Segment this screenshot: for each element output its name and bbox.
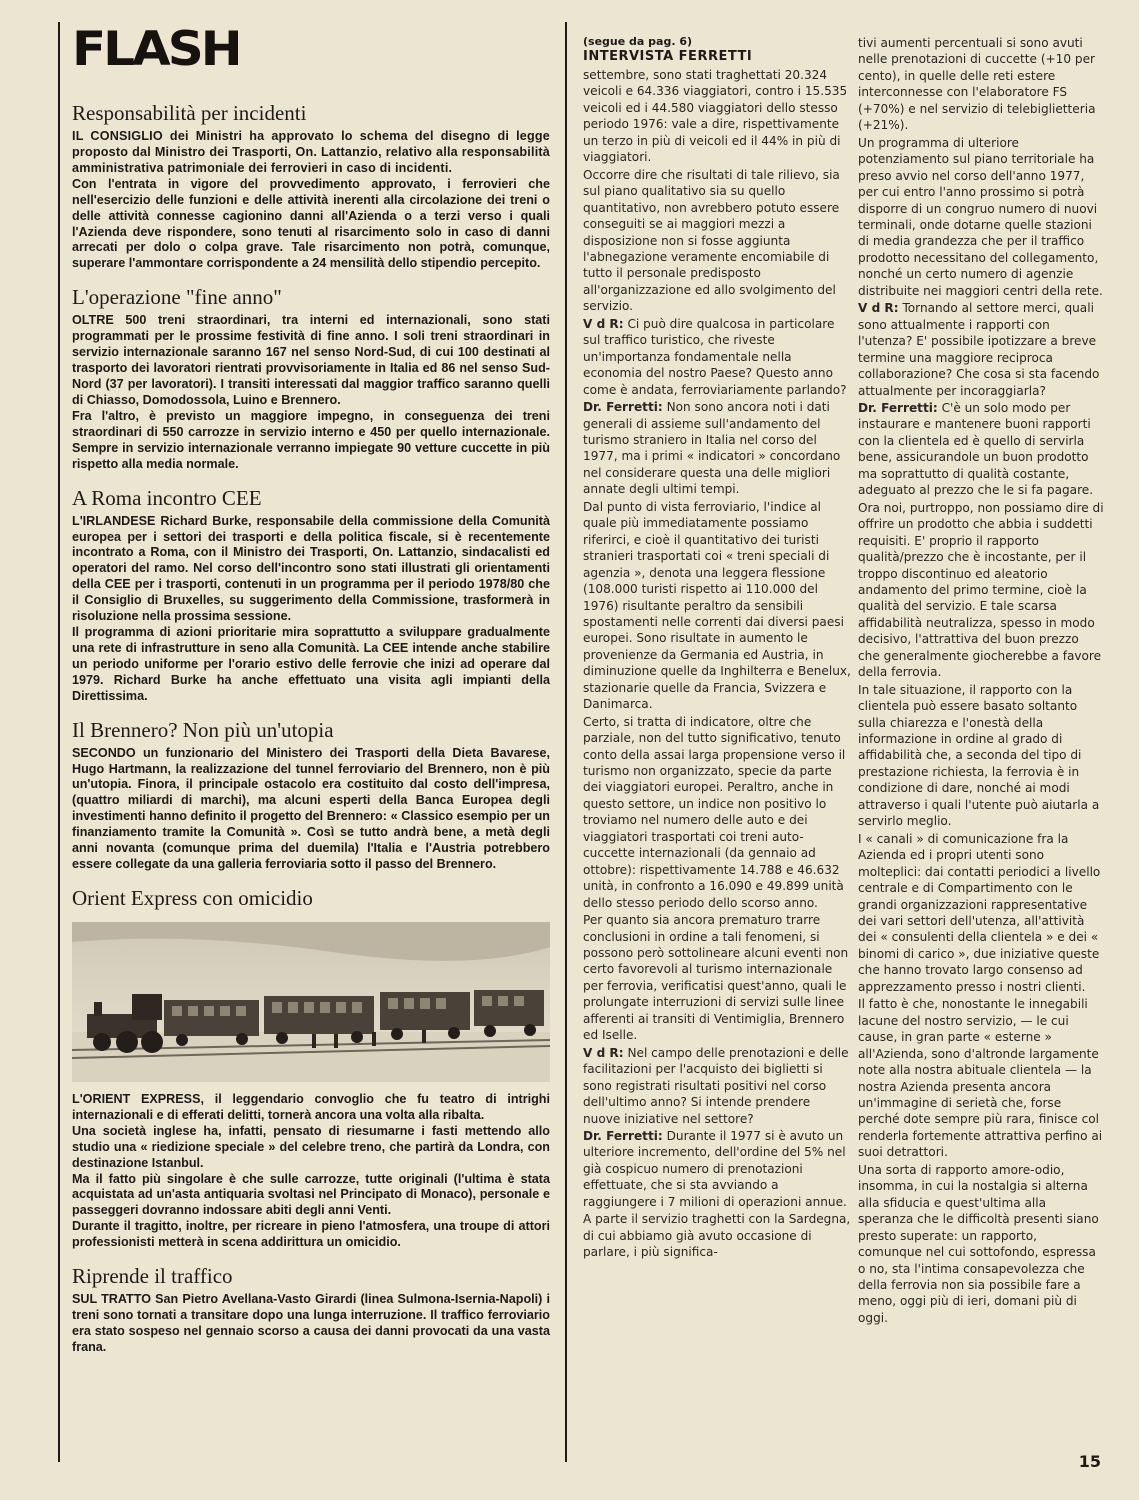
interview-paragraph xyxy=(858,35,1104,134)
interview-paragraph xyxy=(583,67,851,166)
interview-column-1 xyxy=(583,34,851,1261)
interview-text: Una sorta di rapporto amore-odio, insomma, in cui la nostalgia si alterna alla sfiducia e quest'ultima alla speranza che le difficoltà presenti siano presto superate: un rapporto, comunque nel cui sottofondo, espressa o no, sta l'intima consapevolezza che della ferrovia non sia possibile fare a meno, oggi più di ieri, domani più di oggi. xyxy=(858,1162,1099,1325)
article-title: Orient Express con omicidio xyxy=(72,885,313,910)
article-title: Responsabilità per incidenti xyxy=(72,101,307,125)
article-paragraph: Il programma di azioni prioritarie mira soprattutto a sviluppare gradualmente una rete di infrastrutture in seno alla Comunità. La CEE intende anche stabilire un periodo uniforme per l'orario estivo delle ferrovie che inizi ad operare dal 1979. Richard Burke ha anche effettuato una visita agli impianti della Direttissima. xyxy=(72,624,550,703)
article-paragraph: SECONDO un funzionario del Ministero dei Trasporti della Dieta Bavarese, Hugo Hartmann, la realizzazione del tunnel ferroviario del Brennero, non è più un'utopia. Finora, il principale ostacolo era costituito dal costo dell'impresa, (quattro miliardi di marchi), ma alcuni esperti della Banca Europea degli investimenti hanno definito il progetto del Brennero: « Classico esempio per un finanziamento tramite la Comunità ». Così se tutto andrà bene, a metà degli anni novanta (comunque prima del duemila) l'Italia e l'Austria potrebbero essere collegate da una galleria ferroviaria sotto il passo del Brennero. xyxy=(72,745,550,871)
interview-paragraph xyxy=(858,135,1104,300)
interview-text: settembre, sono stati traghettati 20.324 veicoli e 64.336 viaggiatori, contro i 15.535 veicoli ed i 44.580 viaggiatori dello stesso periodo 1976: vale a dire, rispettivamente un terzo in più di veicoli ed il 44% in più di viaggiatori. xyxy=(583,68,848,165)
interview-paragraph xyxy=(858,1162,1104,1327)
article-paragraph: IL CONSIGLIO dei Ministri ha approvato lo schema del disegno di legge proposto dal Ministro dei Trasporti, On. Lattanzio, relativo alla responsabilità amministrativa patrimoniale dei ferrovieri in caso di incidenti. xyxy=(72,129,550,175)
interview-text: Occorre dire che risultati di tale rilievo, sia sul piano qualitativo sia su quello quantitativo, non avrebbero potuto essere conseguiti se ai maggiori mezzi a disposizione non si fosse aggiunta l'abnegazione veramente encomiabile di tutto il personale predisposto all'organizzazione ed allo svolgimento del servizio. xyxy=(583,167,840,314)
interview-paragraph xyxy=(583,912,851,1044)
article-paragraph: OLTRE 500 treni straordinari, tra interni ed internazionali, sono stati programmati per le prossime festività di fine anno. I soli treni straordinari in servizio internazionale saranno 167 nel senso Nord-Sud, di cui 100 destinati al trasporto dei lavoratori rientrati provvisoriamente in Italia ed 86 nel senso Sud-Nord (37 per lavoratori). I transiti interessati dal maggior traffico saranno quelli di Chiasso, Domodossola, Luino e Brennero. xyxy=(72,313,550,407)
interview-paragraph xyxy=(583,1128,851,1210)
speaker-label: V d R: xyxy=(858,301,899,316)
interview-paragraph xyxy=(583,1211,851,1260)
interview-text: tivi aumenti percentuali si sono avuti nelle prenotazioni di cuccette (+10 per cento), in quelle delle reti estere interconnesse con l'elaboratore FS (+70%) e nel servizio di telebiglietteria (+21%). xyxy=(858,36,1096,133)
interview-text: Non sono ancora noti i dati generali di assieme sull'andamento del turismo straniero in Italia nel corso del 1977, ma i primi « indicatori » concordano nel considerare questa una delle migliori annate degli ultimi tempi. xyxy=(583,400,841,497)
interview-text: Certo, si tratta di indicatore, oltre che parziale, non del tutto significativo, tenuto conto della assai larga propensione verso il turismo non organizzato, specie da parte dei viaggiatori europei. Peraltro, anche in questo settore, un indice non positivo lo troviamo nel numero delle auto e dei viaggiatori trasportati coi treni auto-cuccette internazionali (da gennaio ad ottobre): rispettivamente 14.788 e 46.632 unità, in confronto a 16.090 e 49.899 unità dello stesso periodo dello scorso anno. xyxy=(583,714,846,910)
article-paragraph: Durante il tragitto, inoltre, per ricreare in pieno l'atmosfera, una troupe di attori professionisti metterà in scena addirittura un omicidio. xyxy=(72,1219,550,1250)
article-paragraph: Fra l'altro, è previsto un maggiore impegno, in conseguenza dei treni straordinari di 550 carrozze in servizio interno e 450 per quello internazionale. Sempre in servizio internazionale verranno impiegate 90 vetture cuccette in più rispetto alla media normale. xyxy=(72,408,550,471)
interview-text: Per quanto sia ancora prematuro trarre conclusioni in ordine a tali fenomeni, si possono però sottolineare alcuni eventi non certo favorevoli al turismo internazionale per ferrovia, verificatisi quest'anno, quali le prolungate interruzioni di servizi sulle linee afferenti ai transiti di Ventimiglia, Brennero ed Iselle. xyxy=(583,913,849,1043)
interview-paragraph xyxy=(583,1045,851,1127)
article-title: A Roma incontro CEE xyxy=(72,485,262,510)
interview-text: Ora noi, purtroppo, non possiamo dire di offrire un prodotto che abbia i suddetti requisiti. E' proprio il rapporto qualità/prezzo che è incostante, per il troppo discontinuo ed aleatorio andamento del primo termine, cioè la qualità del servizio. E tale scarsa affidabilità neutralizza, spesso in modo decisivo, l'attrattiva del buon prezzo che generalmente giocherebbe a favore della ferrovia. xyxy=(858,500,1104,680)
article-paragraph: L'ORIENT EXPRESS, il leggendario convoglio che fu teatro di intrighi internazionali e di efferati delitti, tornerà ancora una volta alla ribalta. xyxy=(72,1092,550,1122)
article-paragraph: L'IRLANDESE Richard Burke, responsabile della commissione della Comunità europea per i settori dei trasporti e della politica fiscale, si è recentemente incontrato a Roma, con il Ministro dei Trasporti, On. Lattanzio, sindacalisti ed operatori del ramo. Nel corso dell'incontro sono stati illustrati gli orientamenti della CEE per i trasporti, contenuti in un programma per il periodo 1978/80 che il Consiglio di Bruxelles, su suggerimento della Commissione, trasformerà in risoluzione nella prossima sessione. xyxy=(72,513,550,624)
interview-paragraph xyxy=(858,996,1104,1161)
interview-paragraph xyxy=(858,500,1104,681)
interview-paragraph xyxy=(858,831,1104,996)
interview-paragraph xyxy=(583,399,851,498)
speaker-label: Dr. Ferretti: xyxy=(583,400,663,415)
speaker-label: Dr. Ferretti: xyxy=(858,400,938,415)
interview-text: Dal punto di vista ferroviario, l'indice al quale più immediatamente possiamo riferirci, e cioè il quantitativo dei turisti stranieri trasportati coi « treni speciali di agenzia », denota una leggera flessione (108.000 turisti rispetto ai 110.000 del 1976) risultante peraltro da sensibili spostamenti nelle correnti dai diversi paesi europei. Sono risultate in aumento le provenienze da Germania ed Austria, in diminuzione quelle da Inghilterra e Benelux, stazionarie quelle da Francia, Svizzera e Danimarca. xyxy=(583,499,851,712)
interview-text: Tornando al settore merci, quali sono attualmente i rapporti con l'utenza? E' possibile ipotizzare a breve termine una maggiore reciproca collaborazione? Che cosa si sta facendo attualmente per incoraggiarla? xyxy=(858,301,1100,398)
interview-text: Nel campo delle prenotazioni e delle facilitazioni per l'acquisto dei biglietti si sono registrati risultati positivi nel corso dell'ultimo anno? Si intende prendere nuove iniziative nel settore? xyxy=(583,1045,849,1126)
interview-paragraph xyxy=(858,682,1104,830)
article-paragraph: SUL TRATTO San Pietro Avellana-Vasto Girardi (linea Sulmona-Isernia-Napoli) i treni sono tornati a transitare dopo una lunga interruzione. Il traffico ferroviario era stato sospeso nel gennaio scorso a causa dei danni provocati da una vasta frana. xyxy=(72,1292,550,1354)
interview-paragraph xyxy=(583,714,851,911)
speaker-label: V d R: xyxy=(583,1045,624,1060)
interview-text: In tale situazione, il rapporto con la clientela può essere basato soltanto sulla chiarezza e l'onestà della informazione in ordine al grado di affidabilità che, a seconda del tipo di prestazione richiesta, la ferrovia è in condizione di dare, nonché ai modi attraverso i quali l'utente può aiutarla a servirlo meglio. xyxy=(858,682,1100,829)
section-title: FLASH xyxy=(72,21,240,77)
interview-text: A parte il servizio traghetti con la Sardegna, di cui abbiamo già avuto occasione di parlare, i più significa- xyxy=(583,1212,851,1260)
article-title: Il Brennero? Non più un'utopia xyxy=(72,717,334,742)
interview-paragraph xyxy=(858,400,1104,499)
interview-paragraph xyxy=(858,300,1104,399)
article-title: L'operazione "fine anno" xyxy=(72,285,282,310)
interview-text: Durante il 1977 si è avuto un ulteriore incremento, dell'ordine del 5% nel già cospicuo numero di prenotazioni effettuate, che si sta avviando a raggiungere i 7 milioni di operazioni annue. xyxy=(583,1129,847,1209)
page-number: 15 xyxy=(1078,1452,1101,1471)
speaker-label: Dr. Ferretti: xyxy=(583,1129,663,1143)
interview-text: I « canali » di comunicazione fra la Azienda ed i propri utenti sono molteplici: dai contatti periodici a livello centrale e di Compartimento con le grandi organizzazioni rappresentative dei vari settori dell'utenza, all'attività dei « consulenti della clientela » e dei « binomi di carico », due iniziative queste che hanno trovato largo consenso ad apprezzamento presso i nostri clienti. xyxy=(858,831,1101,994)
interview-title: INTERVISTA FERRETTI xyxy=(583,49,753,64)
news-column xyxy=(72,88,550,1356)
interview-text: Un programma di ulteriore potenziamento sul piano territoriale ha preso avvio nel corso dell'anno 1977, per cui entro l'anno prossimo si potrà disporre di un congruo numero di nuovi terminali, onde dotarne quelle stazioni di media grandezza che per il traffico prodotto necessitano del collegamento, nonché un certo numero di agenzie distribuite nei maggiori centri della rete. xyxy=(858,135,1103,298)
interview-paragraph xyxy=(583,499,851,713)
article-paragraph: Ma il fatto più singolare è che sulle carrozze, tutte originali (l'ultima è stata acquistata ad un'asta antiquaria svoltasi nel Principato di Monaco), personale e passeggeri dovranno indossare abiti degli anni Venti. xyxy=(72,1171,550,1218)
article-title: Riprende il traffico xyxy=(72,1264,233,1289)
interview-column-2 xyxy=(858,34,1104,1326)
interview-paragraph xyxy=(583,167,851,315)
article-paragraph: Con l'entrata in vigore del provvedimento approvato, i ferrovieri che nell'esercizio delle funzioni e delle attività inerenti alla circolazione dei treni o delle attività connesse cagionino danni all'Azienda o a terzi verso i quali l'Azienda deve rispondere, sono tenuti al risarcimento solo in caso di danni arrecati per dolo o colpa grave. Tale risarcimento non potrà, comunque, superare l'ammontare corrispondente a 24 mensilità dello stipendio percepito. xyxy=(72,176,550,271)
orient-express-train-photo xyxy=(72,922,550,1082)
speaker-label: V d R: xyxy=(583,316,624,331)
article-paragraph: Una società inglese ha, infatti, pensato di riesumarne i fasti mettendo allo studio una « riedizione speciale » del celebre treno, che partirà da Londra, con destinazione Istanbul. xyxy=(72,1123,550,1170)
interview-paragraph xyxy=(583,316,851,398)
interview-text: Ci può dire qualcosa in particolare sul traffico turistico, che riveste un'importanza fondamentale nella economia del nostro Paese? Questo anno come è andata, ferroviariamente parlando? xyxy=(583,316,847,397)
continued-from-note: (segue da pag. 6) xyxy=(583,35,693,48)
interview-text: C'è un solo modo per instaurare e mantenere buoni rapporti con la clientela ed è quello di servirla bene, assicurandole un buon prodotto ma soprattutto di qualità costante, adeguato al prezzo che le si fa pagare. xyxy=(858,400,1094,498)
interview-text: Il fatto è che, nonostante le innegabili lacune del nostro servizio, — le cui cause, in gran parte « esterne » all'Azienda, sono d'altronde largamente note alla nostra abituale clientela — la nostra Azienda presenta ancora un'immagine di serietà che, forse perché dote sempre più rara, finisce col renderla fortemente attrattiva perfino ai suoi detrattori. xyxy=(858,997,1103,1160)
